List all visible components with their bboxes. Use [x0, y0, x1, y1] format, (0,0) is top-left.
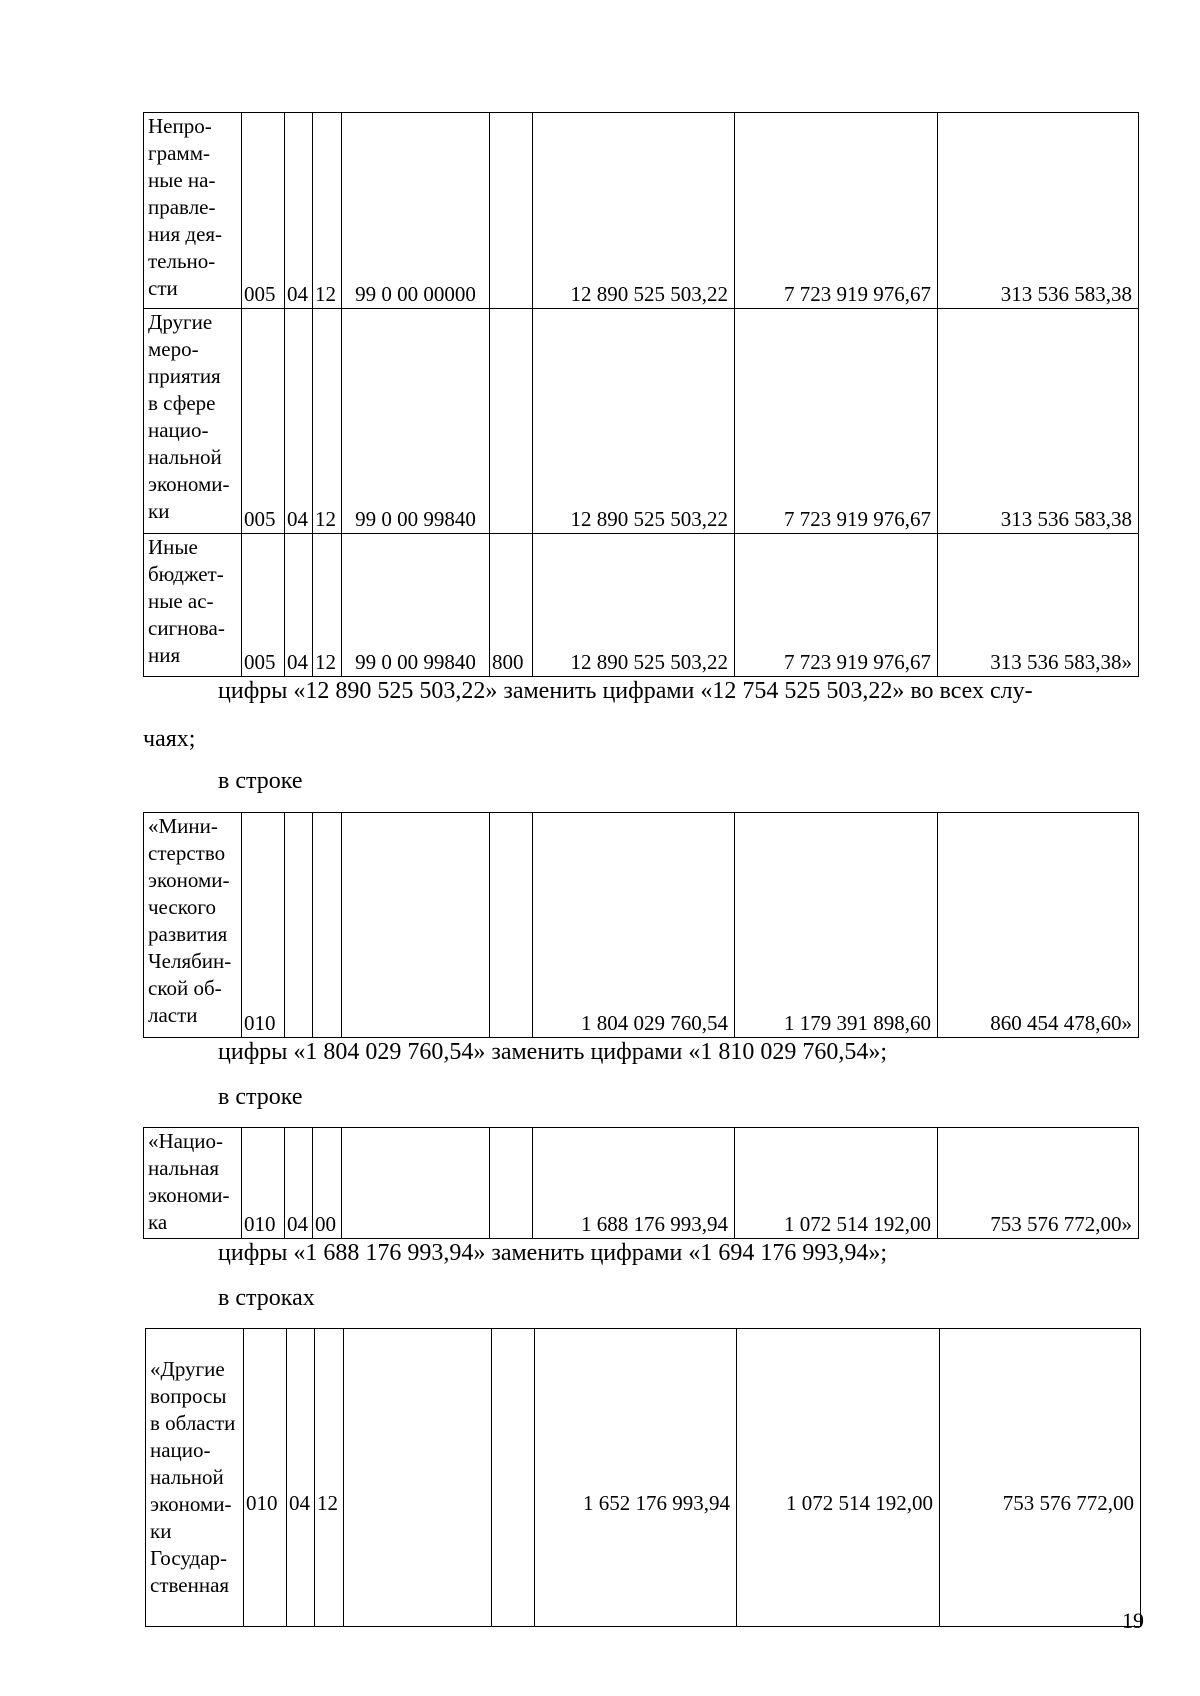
amount-3: 753 576 772,00»: [938, 1128, 1139, 1239]
code-target: [344, 1329, 492, 1627]
table-row: [144, 813, 1139, 1038]
code-chapter: 010: [242, 1128, 285, 1239]
table-row: [144, 1128, 1139, 1239]
amount-1: 12 890 525 503,22: [533, 533, 735, 676]
code-chapter: 010: [242, 813, 285, 1038]
row-name: Другие меро- приятия в сфере нацио- нальной экономи- ки: [144, 309, 242, 533]
code-section: [285, 813, 313, 1038]
amount-2: 7 723 919 976,67: [735, 309, 938, 533]
code-chapter: 010: [244, 1329, 287, 1627]
budget-table-4: [145, 1328, 1141, 1627]
table-row: [146, 1329, 1141, 1627]
amount-1: 1 688 176 993,94: [533, 1128, 735, 1239]
amount-3: 313 536 583,38»: [938, 533, 1139, 676]
table-row: [144, 533, 1139, 676]
code-section: 04: [285, 113, 313, 309]
code-target: 99 0 00 00000: [342, 113, 490, 309]
table-row: [144, 309, 1139, 533]
amount-2: 7 723 919 976,67: [735, 113, 938, 309]
code-target: 99 0 00 99840: [342, 533, 490, 676]
code-target: 99 0 00 99840: [342, 309, 490, 533]
amount-1: 12 890 525 503,22: [533, 309, 735, 533]
code-expense-type: [492, 1329, 535, 1627]
instruction-1-line-1: цифры «12 890 525 503,22» заменить цифрами «12 754 525 503,22» во всех слу-: [218, 678, 1033, 704]
amount-1: 1 804 029 760,54: [533, 813, 735, 1038]
code-subsection: 12: [313, 113, 342, 309]
code-subsection: 00: [313, 1128, 342, 1239]
code-subsection: 12: [313, 533, 342, 676]
amount-2: 7 723 919 976,67: [735, 533, 938, 676]
row-name-cell: [146, 1329, 244, 1627]
budget-table-3: [143, 1127, 1139, 1239]
code-expense-type: 800: [490, 533, 533, 676]
instruction-3: цифры «1 688 176 993,94» заменить цифрами «1 694 176 993,94»;: [218, 1240, 888, 1266]
next-row-name: Государ- ственная: [150, 1546, 230, 1597]
instruction-1-line-2: чаях;: [143, 726, 196, 752]
budget-table-2: [143, 812, 1139, 1038]
code-chapter: 005: [242, 113, 285, 309]
code-expense-type: [490, 113, 533, 309]
budget-table-1: [143, 112, 1139, 677]
amount-3: 860 454 478,60»: [938, 813, 1139, 1038]
code-target: [342, 1128, 490, 1239]
page-number: 19: [1122, 1608, 1144, 1633]
in-row-label-2: в строке: [218, 1084, 303, 1110]
code-subsection: [313, 813, 342, 1038]
row-name: «Мини- стерство экономи- ческого развития Челябин- ской об- ласти: [144, 813, 242, 1038]
amount-3: 313 536 583,38: [938, 309, 1139, 533]
amount-1: 12 890 525 503,22: [533, 113, 735, 309]
code-expense-type: [490, 309, 533, 533]
code-target: [342, 813, 490, 1038]
amount-2: 1 179 391 898,60: [735, 813, 938, 1038]
row-name: «Другие вопросы в области нацио- нальной экономи- ки: [150, 1357, 236, 1543]
instruction-2: цифры «1 804 029 760,54» заменить цифрами «1 810 029 760,54»;: [218, 1039, 888, 1065]
row-name: Иные бюджет- ные ас- сигнова- ния: [144, 533, 242, 676]
in-row-label-1: в строке: [218, 768, 303, 794]
code-section: 04: [285, 1128, 313, 1239]
amount-2: 1 072 514 192,00: [737, 1329, 940, 1627]
amount-3: 753 576 772,00: [940, 1329, 1141, 1627]
row-name: Непро- грамм- ные на- правле- ния дея- тельно- сти: [144, 113, 242, 309]
code-section: 04: [285, 533, 313, 676]
code-chapter: 005: [242, 309, 285, 533]
code-subsection: 12: [315, 1329, 344, 1627]
code-expense-type: [490, 813, 533, 1038]
amount-2: 1 072 514 192,00: [735, 1128, 938, 1239]
row-name: «Нацио- нальная экономи- ка: [144, 1128, 242, 1239]
code-section: 04: [285, 309, 313, 533]
code-expense-type: [490, 1128, 533, 1239]
code-chapter: 005: [242, 533, 285, 676]
table-row: [144, 113, 1139, 309]
code-subsection: 12: [313, 309, 342, 533]
in-rows-label: в строках: [218, 1285, 315, 1311]
amount-3: 313 536 583,38: [938, 113, 1139, 309]
code-section: 04: [287, 1329, 315, 1627]
amount-1: 1 652 176 993,94: [535, 1329, 737, 1627]
